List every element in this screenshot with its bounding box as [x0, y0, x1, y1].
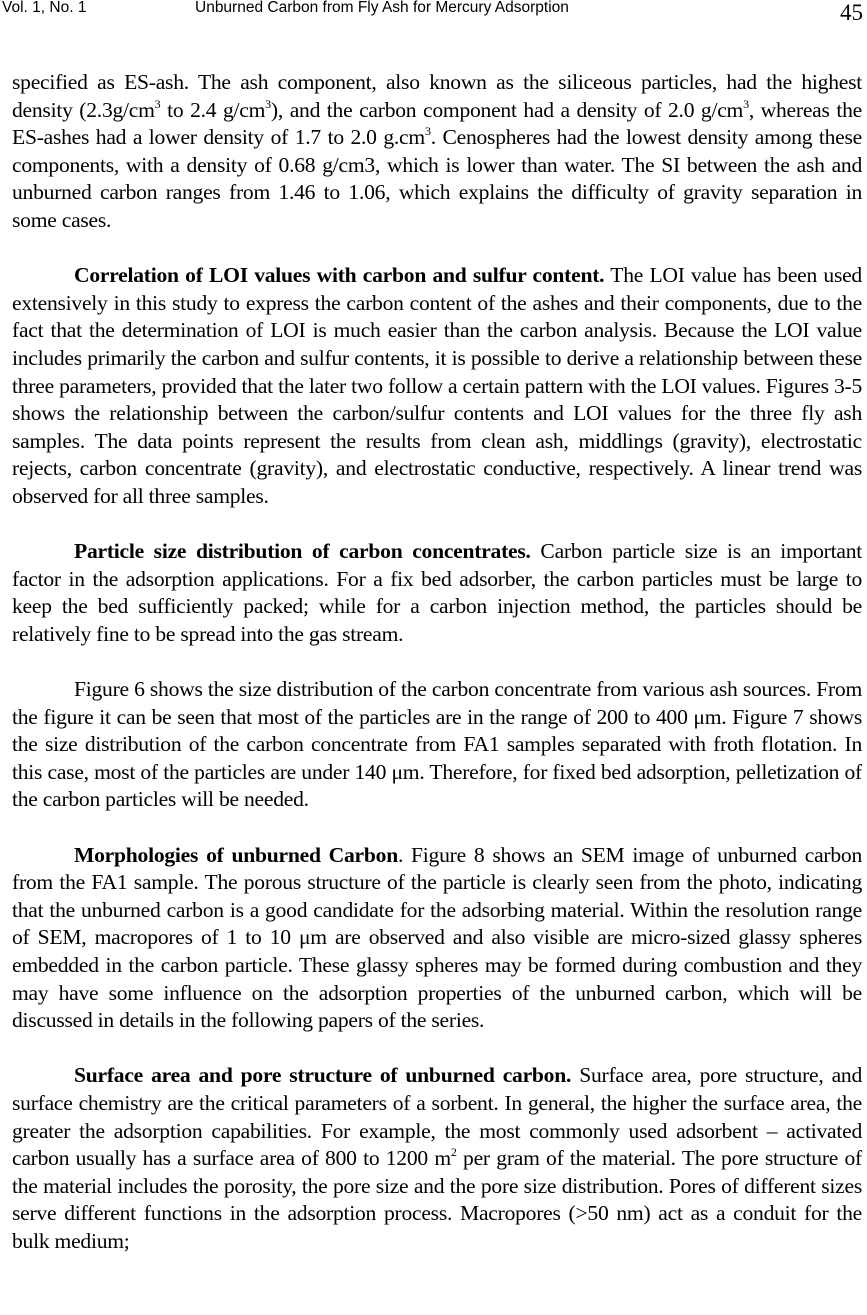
volume-label: Vol. 1, No. 1: [2, 0, 87, 16]
superscript: 3: [424, 124, 431, 139]
section-heading: Surface area and pore structure of unburned carbon.: [74, 1063, 572, 1088]
paragraph: [12, 1062, 862, 1255]
section-heading: Correlation of LOI values with carbon and sulfur content.: [74, 263, 605, 288]
text-segment: . Figure 8 shows an SEM image of unburned carbon from the FA1 sample. The porous structure of the particle is clearly seen from the photo, indicating that the unburned carbon is a good candidate for the adsorbing material. Within the resolution range of SEM, macropores of 1 to 10 μm are observed and also visible are micro-sized glassy spheres embedded in the carbon particle. These glassy spheres may be formed during combustion and they may have some influence on the adsorption properties of the unburned carbon, which will be discussed in details in the following papers of the series.: [12, 842, 863, 1033]
text-segment: to 2.4 g/cm: [160, 97, 266, 122]
paragraph: [12, 842, 862, 1035]
superscript: 3: [743, 96, 749, 111]
section-heading: Particle size distribution of carbon concentrates.: [74, 539, 531, 564]
text-segment: per gram of the material. The pore structure of the material includes the porosity, the pore size and the pore size distribution. Pores of different sizes serve different functions in the adsorption process. Macropores (>50 nm) act as a conduit for the bulk medium;: [12, 1146, 863, 1253]
running-header: [0, 0, 867, 26]
text-segment: , whereas the ES-ashes had a lower density of 1.7 to 2.0 g.cm: [12, 97, 862, 150]
body-text: [12, 69, 862, 1283]
text-segment: Carbon particle size is an important factor in the adsorption applications. For a fix bed adsorber, the carbon particles must be large to keep the bed sufficiently packed; while for a carbon injection method, the particles should be relatively fine to be spread into the gas stream.: [12, 539, 863, 646]
paragraph: [12, 676, 862, 814]
text-segment: Figure 6 shows the size distribution of the carbon concentrate from various ash sources. From the figure it can be seen that most of the particles are in the range of 200 to 400 μm. Figure 7 shows the size distribution of the carbon concentrate from FA1 samples separated with froth flotation. In this case, most of the particles are under 140 μm. Therefore, for fixed bed adsorption, pelletization of the carbon particles will be needed.: [12, 677, 862, 812]
superscript: 3: [265, 96, 271, 111]
text-segment: The LOI value has been used extensively in this study to express the carbon content of the ashes and their components, due to the fact that the determination of LOI is much easier than the carbon analysis. Because the LOI value includes primarily the carbon and sulfur contents, it is possible to derive a relationship between these three parameters, provided that the later two follow a certain pattern with the LOI values. Figures 3-5 shows the relationship between the carbon/sulfur contents and LOI values for the three fly ash samples. The data points represent the results from clean ash, middlings (gravity), electrostatic rejects, carbon concentrate (gravity), and electrostatic conductive, respectively. A linear trend was observed for all three samples.: [12, 263, 862, 508]
paragraph: [12, 262, 862, 510]
superscript: 3: [154, 96, 161, 111]
paragraph: [12, 69, 862, 235]
page-number: 45: [840, 0, 863, 25]
text-segment: ), and the carbon component had a density of 2.0 g/cm: [270, 97, 744, 122]
text-segment: specified as ES-ash. The ash component, also known as the siliceous particles, had the highest density (2.3g/cm: [12, 70, 862, 122]
section-heading: Morphologies of unburned Carbon: [74, 842, 398, 867]
text-segment: . Cenospheres had the lowest density among these components, with a density of 0.68 g/cm3, which is lower than water. The SI between the ash and unburned carbon ranges from 1.46 to 1.06, which explains the difficulty of gravity separation in some cases.: [12, 125, 862, 232]
text-segment: Surface area, pore structure, and surface chemistry are the critical parameters of a sorbent. In general, the higher the surface area, the greater the adsorption capabilities. For example, the most commonly used adsorbent – activated carbon usually has a surface area of 800 to 1200 m: [12, 1063, 862, 1171]
superscript: 2: [450, 1145, 457, 1160]
paragraph: [12, 538, 862, 648]
running-title: Unburned Carbon from Fly Ash for Mercury Adsorption: [195, 0, 569, 16]
